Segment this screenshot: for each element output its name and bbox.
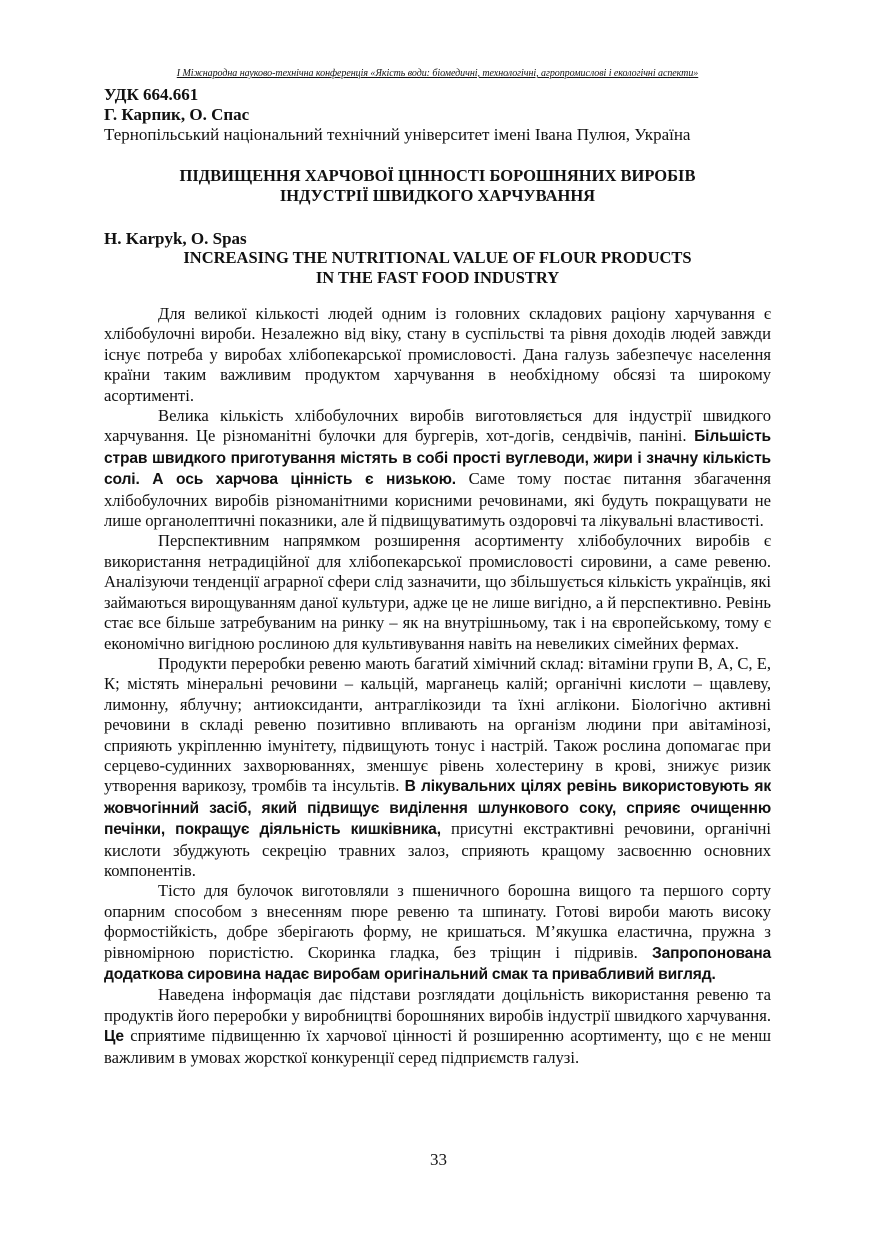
title-ukrainian bbox=[104, 166, 771, 206]
paragraph-2 bbox=[104, 406, 771, 531]
paragraph-6-text-c: сприятиме підвищенню їх харчової цінності й розширенню асортименту, що є не менш важливим в умовах жорсткої конкуренції серед підприємств галузі. bbox=[104, 1026, 771, 1067]
paragraph-2-text-c: Саме тому постає питання збагачення хлібобулочних виробів різноманітними корисними речовинами, які будуть покращувати не лише органолептичні показники, але й підвищуватимуть оздоровчі та лікувальні властивості. bbox=[104, 469, 771, 531]
title-english-line-1: INCREASING THE NUTRITIONAL VALUE OF FLOUR PRODUCTS bbox=[183, 248, 692, 267]
paragraph-5-text-a: Тісто для булочок виготовляли з пшеничного борошна вищого та першого сорту опарним способом з внесенням пюре ревеню та шпинату. Готові вироби мають високу формостійкість, добре зберігають форму, не кришаться. М’якушка еластична, пружна з рівномірною пористістю. Скоринка гладка, без тріщин і підривів. bbox=[104, 881, 771, 962]
paragraph-5 bbox=[104, 881, 771, 985]
authors-english: H. Karpyk, O. Spas bbox=[104, 229, 247, 248]
paragraph-4 bbox=[104, 654, 771, 881]
paragraph-6-highlight: Це bbox=[104, 1028, 124, 1046]
paragraph-5-highlight: Запропонована додаткова сировина надає виробам оригінальний смак та привабливий вигляд. bbox=[104, 944, 771, 983]
paragraph-2-text-a: Велика кількість хлібобулочних виробів виготовляється для індустрії швидкого харчування. Це різноманітні булочки для бургерів, хот-догів, сендвічів, паніні. bbox=[104, 406, 771, 446]
paragraph-6-text-a: Наведена інформація дає підстави розглядати доцільність використання ревеню та продуктів його переробки у виробництві борошняних виробів індустрії швидкого харчування. bbox=[104, 985, 771, 1025]
paragraph-4-text-c: присутні екстрактивні речовини, органічні кислоти збуджують секрецію травних залоз, сприяють кращому засвоєнню основних компонентів. bbox=[104, 819, 771, 880]
paragraph-2-highlight: Більшість страв швидкого приготування містять в собі прості вуглеводи, жири і значну кількість солі. А ось харчова цінність є низькою. bbox=[104, 428, 771, 489]
title-ukrainian-line-2: ІНДУСТРІЇ ШВИДКОГО ХАРЧУВАННЯ bbox=[279, 186, 596, 205]
udk-code: УДК 664.661 bbox=[104, 85, 199, 104]
title-english bbox=[104, 248, 771, 288]
paragraph-4-text-a: Продукти переробки ревеню мають багатий хімічний склад: вітаміни групи В, А, С, Е, К; містять мінеральні речовини – кальцій, марганець калій; органічні кислоти – щавлеву, лимонну, яблучну; антиоксиданти, антраглікозиди та їхні аглікони. Біологічно активні речовини в складі ревеню позитивно впливають на організм людини при авітамінозі, сприяють укріпленню імунітету, підвищують тонус і настрій. Також рослина допомагає при серцево-судинних захворюваннях, зменшує рівень холестерину в крові, знижує ризик утворення варикозу, тромбів та інсультів. bbox=[104, 653, 771, 796]
title-english-line-2: IN THE FAST FOOD INDUSTRY bbox=[315, 268, 560, 287]
authors-ukrainian: Г. Карпик, О. Спас bbox=[104, 105, 250, 124]
paragraph-3: Перспективним напрямком розширення асортименту хлібобулочних виробів є використання нетрадиційної для хлібопекарської промисловості сировини, а саме ревеню. Аналізуючи тенденції аграрної сфери слід зазначити, що збільшується кількість українців, які займаються вирощуванням даної культури, адже це не лише вигідно, а й перспективно. Ревінь стає все більше затребуваним на ринку – як на внутрішньому, так і на європейському, тому є економічно вигідною рослиною для культивування навіть на невеликих сімейних фермах. bbox=[104, 531, 771, 653]
running-header: I Міжнародна науково-технічна конференція «Якість води: біомедичні, технологічні, агропромислові і екологічні аспекти» bbox=[176, 68, 699, 79]
paragraph-4-highlight: В лікувальних цілях ревінь використовують як жовчогінний засіб, який підвищує виділення шлункового соку, сприяє очищенню печінки, покращує діяльність кишківника, bbox=[104, 778, 771, 839]
article-body bbox=[104, 304, 771, 1068]
paragraph-1: Для великої кількості людей одним із головних складових раціону харчування є хлібобулочні вироби. Незалежно від віку, стану в суспільстві та рівня доходів людей завжди існує потреба у виробах хлібопекарської промисловості. Дана галузь забезпечує населення країни таким важливим продуктом харчування в необхідному обсязі та широкому асортименті. bbox=[104, 304, 771, 405]
affiliation: Тернопільський національний технічний університет імені Івана Пулюя, Україна bbox=[104, 125, 691, 144]
paragraph-6 bbox=[104, 985, 771, 1068]
title-ukrainian-line-1: ПІДВИЩЕННЯ ХАРЧОВОЇ ЦІННОСТІ БОРОШНЯНИХ ВИРОБІВ bbox=[179, 166, 696, 185]
page-number: 33 bbox=[430, 1150, 447, 1169]
